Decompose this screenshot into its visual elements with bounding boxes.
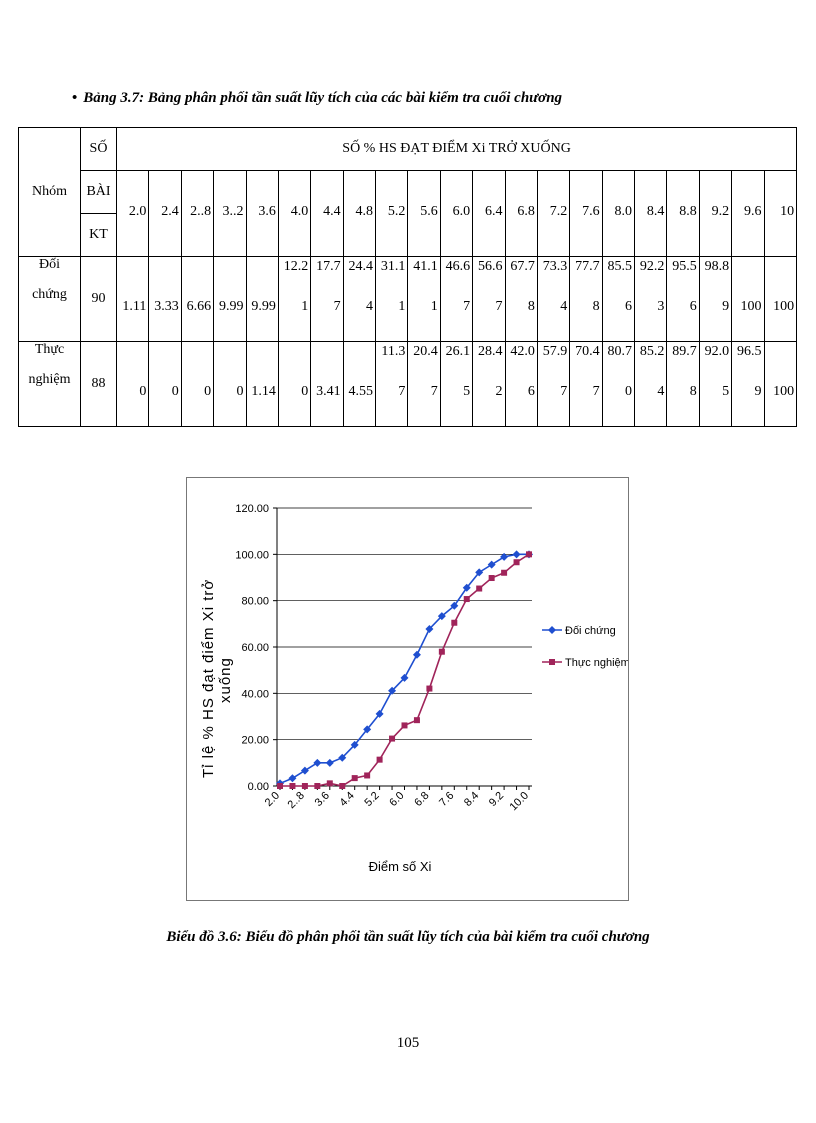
legend-label: Thực nghiệm <box>565 657 628 669</box>
data-point <box>364 772 370 778</box>
group-label-line: chứng <box>32 287 67 303</box>
score-label: 4.4 <box>323 204 341 220</box>
score-cell <box>343 171 375 257</box>
value-top <box>249 259 276 299</box>
table-header-row <box>19 171 797 214</box>
value-top <box>119 344 146 384</box>
value-top: 80.7 <box>607 344 632 359</box>
y-tick-label: 120.00 <box>235 503 269 515</box>
x-tick-label: 4.4 <box>337 789 357 809</box>
group-label-line: Đối <box>39 257 60 272</box>
value-cell <box>408 257 440 342</box>
value-bottom: 1 <box>301 299 309 314</box>
y-axis-label: Tỉ lệ % HS đạt điểm Xi trởxuống <box>200 578 234 778</box>
x-tick-label: 9.2 <box>486 789 507 809</box>
value-cell <box>473 342 505 427</box>
value-top: 20.4 <box>413 344 438 359</box>
value-top: 85.2 <box>639 344 665 359</box>
value-cell <box>602 257 634 342</box>
value-bottom: 4 <box>560 299 568 314</box>
value-bottom: 0 <box>301 384 309 399</box>
series-line <box>280 554 529 786</box>
value-top: 56.6 <box>478 259 503 274</box>
data-point <box>302 783 308 789</box>
data-point <box>514 559 520 565</box>
y-tick-label: 40.00 <box>241 688 269 701</box>
score-cell <box>181 171 213 257</box>
value-cell <box>311 257 343 342</box>
value-top: 17.7 <box>316 259 341 274</box>
value-cell <box>343 342 375 427</box>
value-bottom: 100 <box>773 384 795 399</box>
data-point <box>277 783 283 789</box>
value-cell <box>214 342 246 427</box>
frequency-table <box>18 127 797 427</box>
value-top <box>151 259 178 299</box>
data-point <box>488 561 496 569</box>
value-top <box>216 259 243 299</box>
score-label: 8.8 <box>679 204 697 220</box>
data-point <box>414 717 420 723</box>
value-cell <box>376 257 408 342</box>
value-bottom: 9.99 <box>251 299 276 314</box>
score-cell <box>570 171 602 257</box>
legend-label: Đối chứng <box>565 625 616 637</box>
score-label: 8.4 <box>646 204 665 220</box>
score-label: 2.4 <box>161 204 179 220</box>
value-bottom: 5 <box>463 384 471 399</box>
value-top: 42.0 <box>510 344 535 359</box>
data-point <box>314 783 320 789</box>
score-cell <box>473 171 505 257</box>
value-cell <box>149 257 181 342</box>
value-bottom: 0 <box>171 384 179 399</box>
score-cell <box>246 171 278 257</box>
value-bottom: 4 <box>366 299 373 314</box>
count-header-line: BÀI <box>86 183 111 199</box>
score-cell <box>732 171 764 257</box>
group-label-line: nghiệm <box>28 372 71 388</box>
value-top: 28.4 <box>478 344 503 359</box>
y-tick-label: 60.00 <box>241 642 269 654</box>
value-top <box>216 344 243 384</box>
table-header-row <box>19 128 797 171</box>
value-cell <box>117 342 149 427</box>
value-top: 57.9 <box>542 344 568 359</box>
data-point <box>501 570 507 576</box>
score-cell <box>278 171 310 257</box>
chart-caption: Biểu đồ 3.6: Biểu đồ phân phối tần suất lũy tích của bài kiểm tra cuối chương <box>166 929 650 945</box>
value-top: 92.0 <box>704 344 730 359</box>
value-top: 31.1 <box>380 259 406 274</box>
x-tick-label: 2.0 <box>262 789 283 809</box>
value-top <box>151 344 178 384</box>
table-caption <box>72 90 562 107</box>
value-bottom: 7 <box>592 384 600 399</box>
value-bottom: 2 <box>495 384 503 399</box>
chart-frame <box>186 477 629 901</box>
value-cell <box>699 342 731 427</box>
data-point <box>402 722 408 728</box>
score-cell <box>440 171 472 257</box>
score-cell <box>699 171 731 257</box>
value-cell <box>278 342 310 427</box>
value-bottom: 100 <box>773 299 795 314</box>
group-header: Nhóm <box>32 183 67 199</box>
value-cell <box>570 342 602 427</box>
data-point <box>339 783 345 789</box>
value-top: 67.7 <box>510 259 535 274</box>
data-point <box>476 586 482 592</box>
value-bottom: 1 <box>430 299 438 314</box>
data-point <box>377 757 383 763</box>
group-label-line: Thực <box>34 342 65 357</box>
cumulative-frequency-chart <box>187 478 628 900</box>
value-cell <box>699 257 731 342</box>
data-point <box>513 550 521 558</box>
value-top <box>119 259 146 299</box>
value-top: 11.3 <box>381 344 406 359</box>
value-top <box>184 259 211 299</box>
score-label: 3.6 <box>258 204 276 220</box>
group-cell <box>19 342 81 427</box>
count-header-line: KT <box>89 226 108 242</box>
score-cell <box>117 171 149 257</box>
value-bottom: 3.33 <box>154 299 179 314</box>
data-point <box>352 775 358 781</box>
x-tick-label: 8.4 <box>462 789 482 809</box>
value-bottom: 6.66 <box>186 299 212 314</box>
value-top: 46.6 <box>445 259 471 274</box>
value-top: 98.8 <box>704 259 730 274</box>
score-label: 8.0 <box>614 204 632 220</box>
data-point <box>389 736 395 742</box>
count-cell: 90 <box>81 257 117 342</box>
data-point <box>301 767 309 775</box>
score-cell <box>635 171 667 257</box>
y-tick-label: 100.00 <box>235 549 269 562</box>
table-row <box>19 257 797 342</box>
value-top: 92.2 <box>639 259 665 274</box>
value-cell <box>311 342 343 427</box>
score-label: 7.6 <box>582 204 600 220</box>
score-cell <box>408 171 440 257</box>
score-cell <box>311 171 343 257</box>
value-cell <box>246 342 278 427</box>
value-top: 41.1 <box>413 259 438 274</box>
score-cell <box>505 171 537 257</box>
value-cell <box>440 342 472 427</box>
legend-marker <box>548 626 556 634</box>
value-cell <box>278 257 310 342</box>
score-label: 2.0 <box>128 204 147 220</box>
group-cell <box>19 257 81 342</box>
score-label: 5.6 <box>420 204 438 220</box>
value-top <box>767 344 795 384</box>
page-number: 105 <box>396 1035 420 1051</box>
value-bottom: 4 <box>657 384 665 399</box>
value-cell <box>440 257 472 342</box>
value-bottom: 8 <box>527 299 535 314</box>
data-point <box>464 596 470 602</box>
value-top: 89.7 <box>672 344 697 359</box>
score-label: 10 <box>780 204 795 220</box>
value-bottom: 4.55 <box>348 384 373 399</box>
data-point <box>439 649 445 655</box>
score-label: 6.4 <box>485 204 503 220</box>
value-top: 96.5 <box>737 344 762 359</box>
data-point <box>327 780 333 786</box>
score-label: 7.2 <box>549 204 568 220</box>
table-row <box>19 342 797 427</box>
value-top <box>281 344 308 384</box>
value-cell <box>570 257 602 342</box>
x-tick-label: 2..8 <box>285 789 308 812</box>
score-label: 6.8 <box>517 204 535 220</box>
legend-marker <box>549 659 555 665</box>
value-top <box>249 344 276 384</box>
value-cell <box>117 257 149 342</box>
data-point <box>489 575 495 581</box>
value-cell <box>537 257 569 342</box>
value-bottom: 9 <box>754 384 762 399</box>
x-tick-label: 5.2 <box>362 789 382 809</box>
value-bottom: 3 <box>657 299 665 314</box>
value-cell <box>537 342 569 427</box>
percent-header: SỐ % HS ĐẠT ĐIỂM Xi TRỞ XUỐNG <box>342 140 571 156</box>
value-bottom: 8 <box>592 299 600 314</box>
value-top <box>313 344 340 384</box>
x-tick-label: 7.6 <box>437 789 457 809</box>
value-bottom: 9.99 <box>219 299 244 314</box>
value-top: 73.3 <box>542 259 568 274</box>
score-cell <box>376 171 408 257</box>
value-bottom: 6 <box>689 299 697 314</box>
value-cell <box>732 342 764 427</box>
group-header-cell <box>19 128 81 257</box>
value-bottom: 0 <box>236 384 244 399</box>
value-bottom: 0 <box>625 384 632 399</box>
value-bottom: 0 <box>204 384 212 399</box>
value-bottom: 6 <box>527 384 535 399</box>
value-cell <box>505 342 537 427</box>
x-tick-label: 6.0 <box>387 789 407 809</box>
value-cell <box>408 342 440 427</box>
score-label: 9.6 <box>744 204 762 220</box>
value-bottom: 1.11 <box>122 299 147 314</box>
x-axis-label: Điểm số Xi <box>368 859 432 874</box>
value-bottom: 7 <box>333 299 341 314</box>
value-cell <box>667 257 699 342</box>
data-point <box>413 651 421 659</box>
value-bottom: 7 <box>430 384 438 399</box>
series-line <box>280 554 529 783</box>
data-point <box>326 759 334 767</box>
count-cell: 88 <box>81 342 117 427</box>
value-top: 95.5 <box>672 259 697 274</box>
bullet: • <box>72 90 78 106</box>
y-tick-label: 80.00 <box>241 595 269 608</box>
value-top: 70.4 <box>575 344 600 359</box>
score-label: 3..2 <box>222 204 244 220</box>
score-cell <box>764 171 797 257</box>
value-top <box>767 259 795 299</box>
value-cell <box>635 257 667 342</box>
score-cell <box>602 171 634 257</box>
y-tick-label: 0.00 <box>247 781 269 793</box>
value-bottom: 3.41 <box>316 384 341 399</box>
value-top: 77.7 <box>575 259 600 274</box>
score-label: 2..8 <box>190 204 212 220</box>
score-cell <box>149 171 181 257</box>
value-bottom: 7 <box>560 384 568 399</box>
data-point <box>313 759 321 767</box>
value-top: 12.2 <box>283 259 309 274</box>
x-tick-label: 6.8 <box>412 789 432 809</box>
count-header-line: SỐ <box>89 140 108 156</box>
value-top <box>184 344 211 384</box>
value-top: 24.4 <box>348 259 373 274</box>
score-label: 4.0 <box>290 204 309 220</box>
count-header-cell <box>81 128 117 171</box>
data-point <box>426 686 432 692</box>
score-label: 4.8 <box>355 204 373 220</box>
value-cell <box>246 257 278 342</box>
y-tick-label: 20.00 <box>241 734 269 747</box>
value-cell <box>764 342 797 427</box>
score-cell <box>214 171 246 257</box>
value-bottom: 0 <box>139 384 147 399</box>
score-label: 5.2 <box>387 204 406 220</box>
value-bottom: 7 <box>495 299 503 314</box>
value-cell <box>343 257 375 342</box>
score-label: 6.0 <box>452 204 471 220</box>
value-cell <box>214 257 246 342</box>
value-cell <box>505 257 537 342</box>
x-tick-label: 3.6 <box>312 789 332 809</box>
value-top: 26.1 <box>445 344 471 359</box>
count-header-cell <box>81 214 117 257</box>
value-bottom: 6 <box>625 299 632 314</box>
data-point <box>526 551 532 557</box>
value-top <box>734 259 761 299</box>
value-bottom: 7 <box>398 384 406 399</box>
value-cell <box>602 342 634 427</box>
value-bottom: 7 <box>463 299 471 314</box>
score-cell <box>537 171 569 257</box>
x-tick-label: 10.0 <box>507 789 532 814</box>
value-cell <box>635 342 667 427</box>
score-label: 9.2 <box>711 204 730 220</box>
percent-header-cell <box>117 128 797 171</box>
data-point <box>289 783 295 789</box>
value-cell <box>149 342 181 427</box>
value-cell <box>732 257 764 342</box>
value-bottom: 100 <box>740 299 762 314</box>
score-cell <box>667 171 699 257</box>
value-bottom: 9 <box>722 299 730 314</box>
data-point <box>288 774 296 782</box>
value-bottom: 8 <box>689 384 697 399</box>
table-caption-text: Bảng 3.7: Bảng phân phối tần suất lũy tích của các bài kiểm tra cuối chương <box>83 90 563 106</box>
value-top <box>346 344 373 384</box>
value-cell <box>181 257 213 342</box>
value-cell <box>764 257 797 342</box>
value-bottom: 1 <box>398 299 406 314</box>
value-bottom: 5 <box>722 384 730 399</box>
value-cell <box>181 342 213 427</box>
data-point <box>451 620 457 626</box>
value-bottom: 1.14 <box>251 384 276 399</box>
value-cell <box>376 342 408 427</box>
value-top: 85.5 <box>607 259 632 274</box>
value-cell <box>473 257 505 342</box>
count-header-cell <box>81 171 117 214</box>
value-cell <box>667 342 699 427</box>
